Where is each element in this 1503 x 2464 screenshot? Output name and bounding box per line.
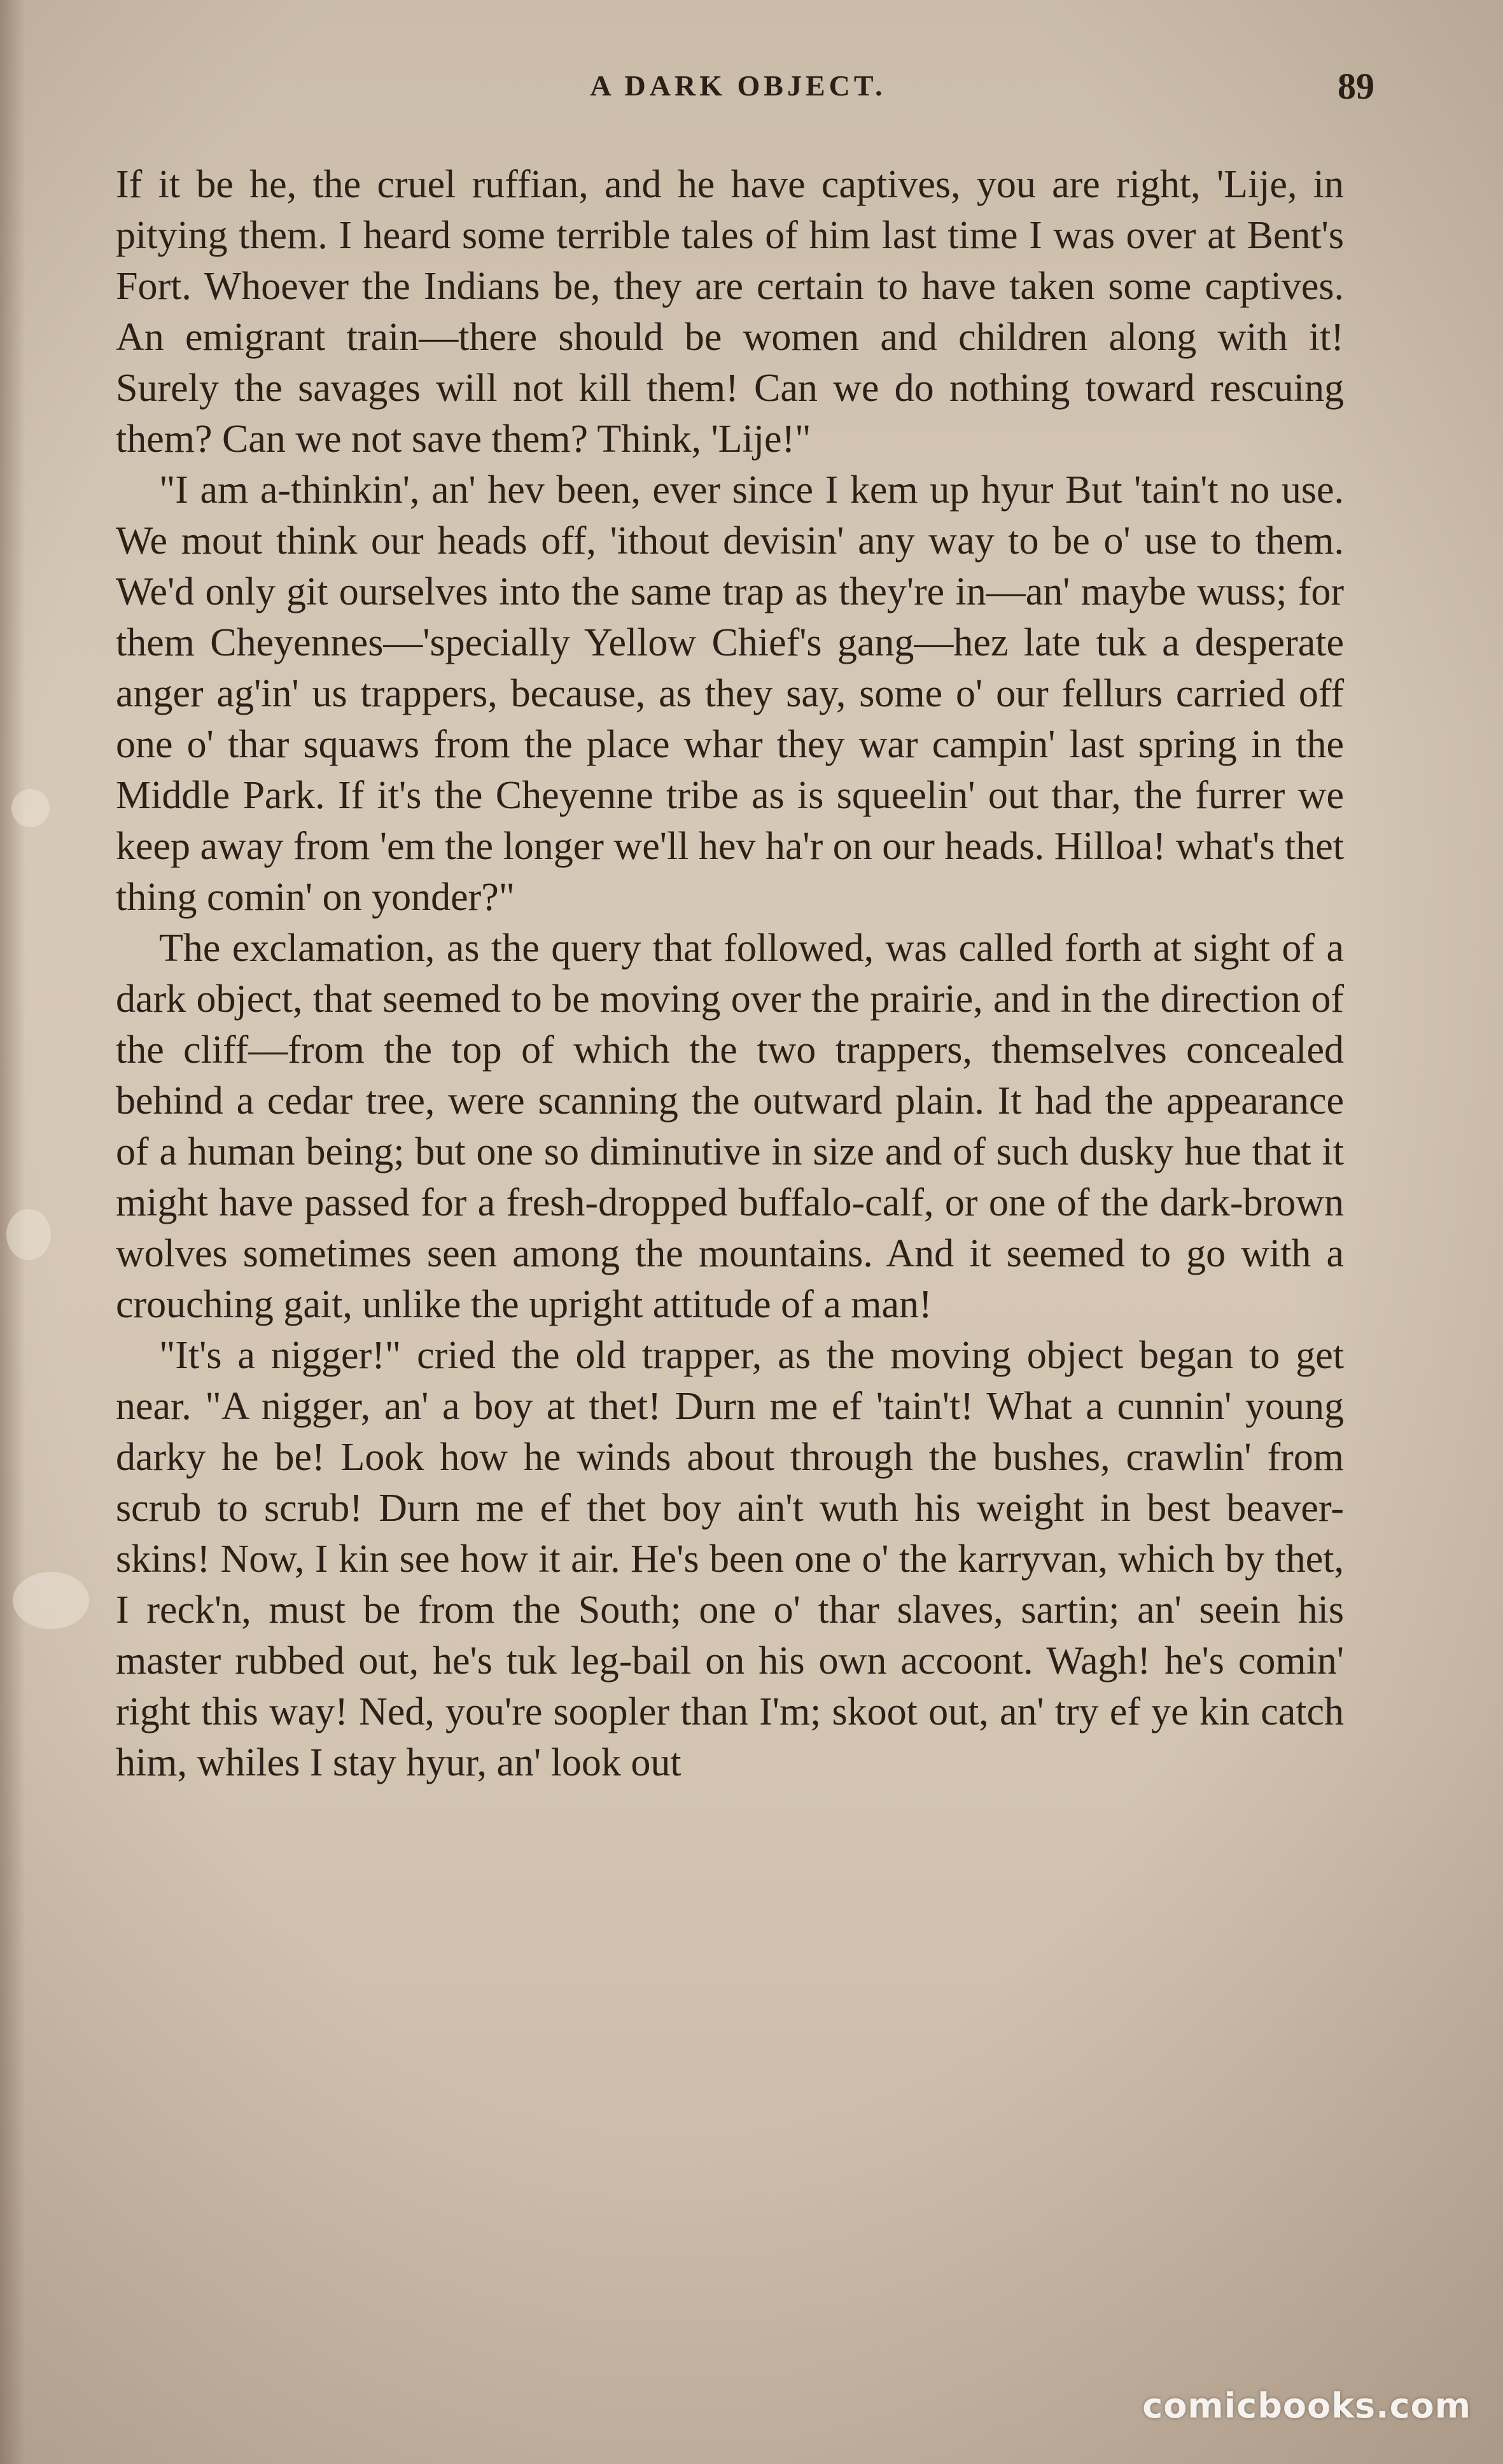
- paper-stain: [6, 1209, 51, 1260]
- running-header: [102, 66, 1374, 107]
- paper-stain: [11, 789, 50, 827]
- paragraph-1: If it be he, the cruel ruffian, and he have captives, you are right, 'Lije, in pitying them. I heard some terrible tales of him last time I was over at Bent's Fort. Whoever the Indians be, they are certain to have taken some captives. An emigrant train—there should be women and children along with it! Surely the savages will not kill them! Can we do nothing toward rescuing them? Can we not save them? Think, 'Lije!": [116, 163, 1344, 461]
- page-number: 89: [1338, 66, 1374, 107]
- paragraph-3: The exclamation, as the query that followed, was called forth at sight of a dark object, that seemed to be moving over the prairie, and in the direction of the cliff—from the top of which the two trappers, themselves concealed behind a cedar tree, were scanning the outward plain. It had the appearance of a human being; but one so diminutive in size and of such dusky hue that it might have passed for a fresh-dropped buffalo-calf, or one of the dark-brown wolves sometimes seen among the mountains. And it seemed to go with a crouching gait, unlike the upright attitude of a man!: [116, 927, 1344, 1326]
- paper-stain: [13, 1572, 89, 1629]
- running-title: A DARK OBJECT.: [590, 69, 886, 102]
- body-text: [116, 159, 1344, 1788]
- watermark: comicbooks.com: [1142, 2386, 1471, 2426]
- paragraph-4: "It's a nigger!" cried the old trapper, as the moving object began to get near. "A nigger, an' a boy at thet! Durn me ef 'tain't! What a cunnin' young darky he be! Look how he winds about through the bushes, crawlin' from scrub to scrub! Durn me ef thet boy ain't wuth his weight in best beaver-skins! Now, I kin see how it air. He's been one o' the karryvan, which by thet, I reck'n, must be from the South; one o' thar slaves, sartin; an' seein his master rubbed out, he's tuk leg-bail on his own accoont. Wagh! he's comin' right this way! Ned, you're soopler than I'm; skoot out, an' try ef ye kin catch him, whiles I stay hyur, an' look out: [116, 1334, 1344, 1784]
- paragraph-2: "I am a-thinkin', an' hev been, ever since I kem up hyur But 'tain't no use. We mout think our heads off, 'ithout devisin' any way to be o' use to them. We'd only git ourselves into the same trap as they're in—an' maybe wuss; for them Cheyennes—'specially Yellow Chief's gang—hez late tuk a desperate anger ag'in' us trappers, because, as they say, some o' our fellurs carried off one o' thar squaws from the place whar they war campin' last spring in the Middle Park. If it's the Cheyenne tribe as is squeelin' out thar, the furrer we keep away from 'em the longer we'll hev ha'r on our heads. Hilloa! what's thet thing comin' on yonder?": [116, 468, 1344, 919]
